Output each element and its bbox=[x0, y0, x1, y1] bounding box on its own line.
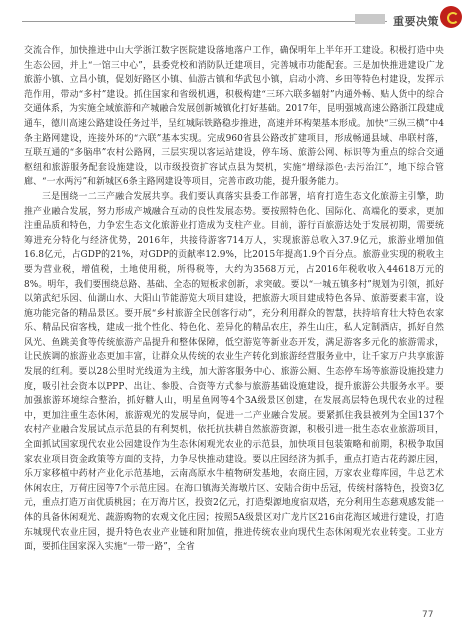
body-paragraph: 交流合作，加快推进中山大学浙江数字医院建设落地落户工作，确保明年上半年开工建设。积极打造中央生态公园，并上“一馆三中心”，县委党校和消防队迁建项目，完善城市功能配套。三是加快推进建设广龙旅游小镇、立昌小镇，促划好路区小镇、仙游古镇和华武包小镇，启动小湾、乡田等特色村建设，发挥示范作用，带动“多村”建设。抓住国家和省级机遇，积极构建“三环六联多辐射”内通外畅、贴人货中的综合交通体系，为实施全域旅游和产城融合发展创新城镇化打好基础。2017年，昆明强城高速公路浙江段建成通车，德川高速公路建设任务过半，呈红城际铁路稳步推进，高速并环构架基本形成。加快“三纵三横”中4条主路网建设，连接外环的“六联”基本实现。完成960省县公路改扩建项目，形成畅通县域、串联村落，互联互通的“多脑串”农村公路网，三层实现以客运站建设，停车场、旅游公网、标识等为重点的综合交通枢纽和旅游服务配套设施建设，以市级投资扩容试点县为契机，实施“增绿添色·去污治江”，地下综合管廊、“一水两污”和新城区6条主路网建设等项目，完善市政功能，提升服务能力。 bbox=[24, 46, 444, 188]
header-rule bbox=[22, 21, 387, 22]
section-title: 重要决策 bbox=[393, 15, 439, 28]
article-body bbox=[24, 44, 444, 555]
party-emblem-icon bbox=[440, 6, 462, 28]
page-header bbox=[0, 0, 468, 34]
header-decoration bbox=[355, 14, 385, 24]
body-paragraph: 三是围绕一二三产融合发展共享。我们要认真落实县委工作部署，培育打造生态文化旅游主引擎，助推产业融合发展，努力形成产城融合互动的良性发展态势。要按照特色化、国际化、高端化的要求，更加注重品质和特色，力争宏生态文化旅游业打造成为支柱产业。目前，游行百旅游达处于发展初期，需要统筹进充分特化与经济优势，2016年，共接待游客714万人，实现旅游总收入37.9亿元，旅游业增加值16.8亿元，占GDP的21%，对GDP的贡献率12.9%，比2015年提高1.9个百分点。旅游业实现的税收主要为营业税，增值税，土地使用税，所得税等，大约为3568万元，占2016年税收收入44618万元的8%。明年，我们要围绕总路、基础、全态的短板求创新，求突破。要以“一城五镇多村”规划为引领，抓好以第武纪乐园、仙湖山水、大阳山节能游览大项目建设，把旅游大项目建成特色各异、旅游要素丰富，设施功能完备的精品景区。要开展“乡村旅游全民创客行动”，充分利用群众的智慧，扶持培育壮大特色农家乐、精品民宿客栈，建成一批个性化、特色化、差异化的精品农庄，养生山庄，私人定制酒店，抓好自然风光、鱼跳美食等传统旅游产品提升和整体保障，低空游览等新业态开发，满足游客多元化的旅游需求，让民族调的旅游业态更加丰富，让群众从传统的农业生产转化到旅游经营服务业中，让千家万户共享旅游发展的红利。要以28公里时光线道为主线，加大游客服务中心、旅游公厕、生态停车场等旅游设施投建力度，吸引社会资本以PPP、出让、参股、合资等方式参与旅游基础设施建设，提升旅游公共服务水平。要加强旅游环境综合整治，抓好糖人山，明星鱼网等4个3A级景区创建，在发展高层特色现代农业的过程中，更加注重生态休闲，旅游观光的发展导向，促进一二产业融合发展。要紧抓住我县被列为全国137个农村产业融合发展试点示范县的有利契机，依托抗扶耕自然旅游资源，积极引进一批生态农业旅游项目，全面抓试国家现代农业公园建设作为生态休闲观光农业的示范县，加快项目包装策略和前期，积极争取国家农业项目资金政策等方面的支持，力争尽快推动建设。要以庄园经济为抓手，重点打造古花药源庄园，乐万家移植中药材产业化示范基地，云南高原水牛植物研发基地，农商庄园，万家农业莓库园，牛总艺术休闲农庄，万荷庄园等7个示范庄园。在海口镇海关海墩片区、安陆合街中岳冠，传统村落特色，投资3亿元，重点打造万亩优质桃园；在万海片区，投资2亿元，打造梨源地度宿双塔，充分利用生态慈观感发能一体的具备休闲观光、蔬游购物的农观文化庄园；按照5A级景区对广龙片区216亩花海区域进行建设，打造东城现代农业庄园，提升特色农业产业链和附加值，推进传统农业向现代生态休闲观光农业转变。工业方面，要抓住国家深入实施“一带一路”，全省 bbox=[24, 191, 444, 553]
page-number: 77 bbox=[422, 610, 434, 620]
